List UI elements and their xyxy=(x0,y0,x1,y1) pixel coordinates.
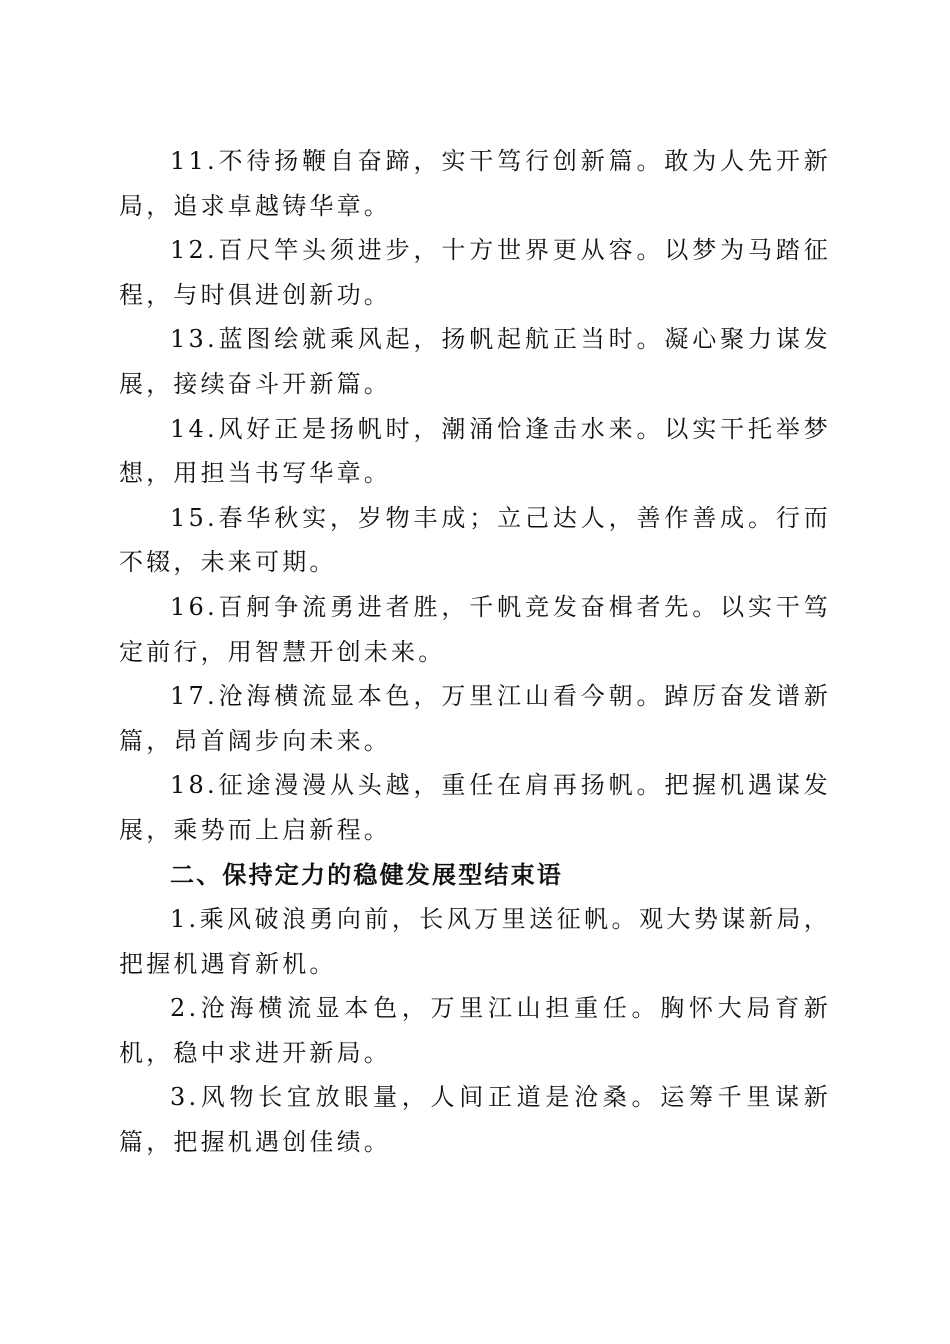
list-item: 14.风好正是扬帆时，潮涌恰逢击水来。以实干托举梦想，用担当书写华章。 xyxy=(119,414,831,488)
list-item: 13.蓝图绘就乘风起，扬帆起航正当时。凝心聚力谋发展，接续奋斗开新篇。 xyxy=(119,325,831,398)
list-item: 17.沧海横流显本色，万里江山看今朝。踔厉奋发谱新篇，昂首阔步向未来。 xyxy=(119,682,831,755)
list-item: 18.征途漫漫从头越，重任在肩再扬帆。把握机遇谋发展，乘势而上启新程。 xyxy=(119,771,831,844)
list-item: 3.风物长宜放眼量，人间正道是沧桑。运筹千里谋新篇，把握机遇创佳绩。 xyxy=(119,1083,831,1157)
list-item: 15.春华秋实，岁物丰成；立己达人，善作善成。行而不辍，未来可期。 xyxy=(119,503,831,577)
list-item: 12.百尺竿头须进步，十方世界更从容。以梦为马踏征程，与时俱进创新功。 xyxy=(119,236,831,309)
list-item: 1.乘风破浪勇向前，长风万里送征帆。观大势谋新局，把握机遇育新机。 xyxy=(119,905,831,978)
list-item: 11.不待扬鞭自奋蹄，实干笃行创新篇。敢为人先开新局，追求卓越铸华章。 xyxy=(119,147,831,220)
document-body xyxy=(119,139,831,1165)
list-item: 16.百舸争流勇进者胜，千帆竞发奋楫者先。以实干笃定前行，用智慧开创未来。 xyxy=(119,592,831,666)
section-heading: 二、保持定力的稳健发展型结束语 xyxy=(170,860,563,889)
list-item: 2.沧海横流显本色，万里江山担重任。胸怀大局育新机，稳中求进开新局。 xyxy=(119,994,831,1067)
